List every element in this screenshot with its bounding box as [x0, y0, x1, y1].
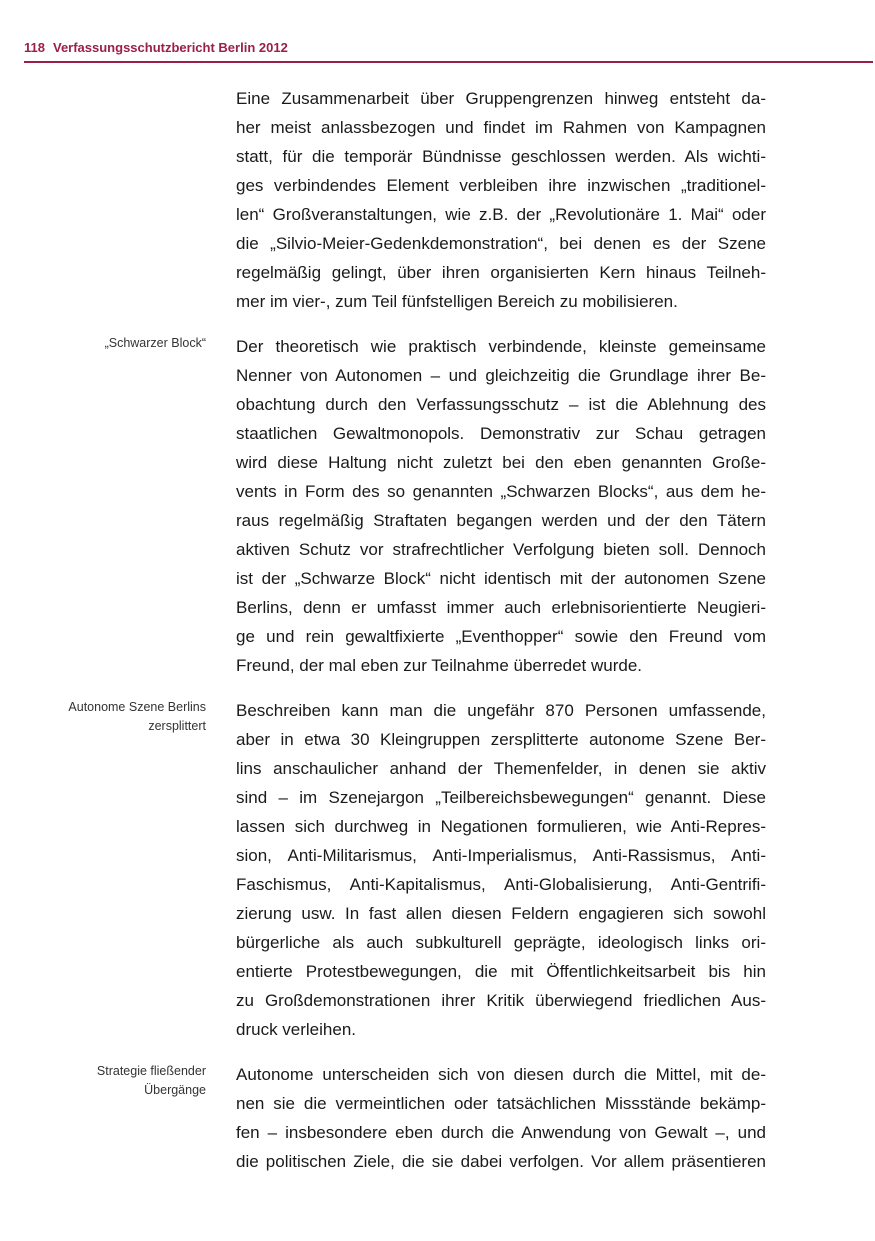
text-line: nen sie die vermeintlichen oder tatsächlichen Missstände bekämp-: [236, 1094, 766, 1113]
text-line: lins anschaulicher anhand der Themenfelder, in denen sie aktiv: [236, 759, 766, 778]
text-line: ge und rein gewaltfixierte „Eventhopper“ sowie den Freund vom: [236, 627, 766, 646]
text-line: Der theoretisch wie praktisch verbindende, kleinste gemeinsame: [236, 337, 766, 356]
body-paragraph: [236, 332, 766, 680]
text-line: die „Silvio-Meier-Gedenkdemonstration“, bei denen es der Szene: [236, 234, 766, 253]
text-line: her meist anlassbezogen und findet im Rahmen von Kampagnen: [236, 118, 766, 137]
text-line: Autonome unterscheiden sich von diesen durch die Mittel, mit de-: [236, 1065, 766, 1084]
margin-note-strategie: Strategie fließender Übergänge: [96, 1064, 206, 1097]
text-line: Eine Zusammenarbeit über Gruppengrenzen hinweg entsteht da-: [236, 89, 766, 108]
text-line: Nenner von Autonomen – und gleichzeitig die Grundlage ihrer Be-: [236, 366, 766, 385]
text-line: obachtung durch den Verfassungsschutz – ist die Ablehnung des: [236, 395, 766, 414]
body-paragraph: [236, 1060, 766, 1176]
text-line: ist der „Schwarze Block“ nicht identisch mit der autonomen Szene: [236, 569, 766, 588]
text-line: vents in Form des so genannten „Schwarzen Blocks“, aus dem he-: [236, 482, 766, 501]
running-header: [24, 40, 288, 55]
text-line: Beschreiben kann man die ungefähr 870 Personen umfassende,: [236, 701, 766, 720]
text-line: Freund, der mal eben zur Teilnahme überredet wurde.: [236, 656, 643, 675]
text-line: len“ Großveranstaltungen, wie z.B. der „Revolutionäre 1. Mai“ oder: [236, 205, 766, 224]
text-line: ges verbindendes Element verbleiben ihre inzwischen „traditionel-: [236, 176, 766, 195]
text-line: statt, für die temporär Bündnisse geschlossen werden. Als wichti-: [236, 147, 766, 166]
text-line: aber in etwa 30 Kleingruppen zersplitterte autonome Szene Ber-: [236, 730, 766, 749]
text-line: Faschismus, Anti-Kapitalismus, Anti-Globalisierung, Anti-Gentrifi-: [236, 875, 766, 894]
text-line: mer im vier-, zum Teil fünfstelligen Bereich zu mobilisieren.: [236, 292, 678, 311]
text-line: aktiven Schutz vor strafrechtlicher Verfolgung bieten soll. Dennoch: [236, 540, 766, 559]
text-line: entierte Protestbewegungen, die mit Öffentlichkeitsarbeit bis hin: [236, 962, 766, 981]
text-line: die politischen Ziele, die sie dabei verfolgen. Vor allem präsentieren: [236, 1152, 766, 1171]
text-line: zierung usw. In fast allen diesen Feldern engagieren sich sowohl: [236, 904, 766, 923]
text-line: sion, Anti-Militarismus, Anti-Imperialismus, Anti-Rassismus, Anti-: [236, 846, 766, 865]
document-title: Verfassungsschutzbericht Berlin 2012: [52, 40, 288, 55]
body-paragraph: [236, 84, 766, 316]
page-number: 118: [24, 40, 45, 55]
text-line: fen – insbesondere eben durch die Anwendung von Gewalt –, und: [236, 1123, 766, 1142]
text-line: sind – im Szenejargon „Teilbereichsbewegungen“ genannt. Diese: [236, 788, 766, 807]
text-line: staatlichen Gewaltmonopols. Demonstrativ zur Schau getragen: [236, 424, 766, 443]
margin-note-autonome-szene: Autonome Szene Berlins zersplittert: [68, 700, 206, 733]
margin-note-schwarzer-block: „Schwarzer Block“: [104, 336, 206, 350]
text-line: druck verleihen.: [236, 1020, 357, 1039]
text-line: regelmäßig gelingt, über ihren organisierten Kern hinaus Teilneh-: [236, 263, 766, 282]
text-line: Berlins, denn er umfasst immer auch erlebnisorientierte Neugieri-: [236, 598, 766, 617]
page-header: [24, 38, 873, 63]
text-line: lassen sich durchweg in Negationen formulieren, wie Anti-Repres-: [236, 817, 766, 836]
body-paragraph: [236, 696, 766, 1044]
text-line: wird diese Haltung nicht zuletzt bei den eben genannten Großе-: [236, 453, 766, 472]
text-line: bürgerliche als auch subkulturell geprägte, ideologisch links ori-: [236, 933, 766, 952]
text-line: raus regelmäßig Straftaten begangen werden und der den Tätern: [236, 511, 766, 530]
text-line: zu Großdemonstrationen ihrer Kritik überwiegend friedlichen Aus-: [236, 991, 766, 1010]
